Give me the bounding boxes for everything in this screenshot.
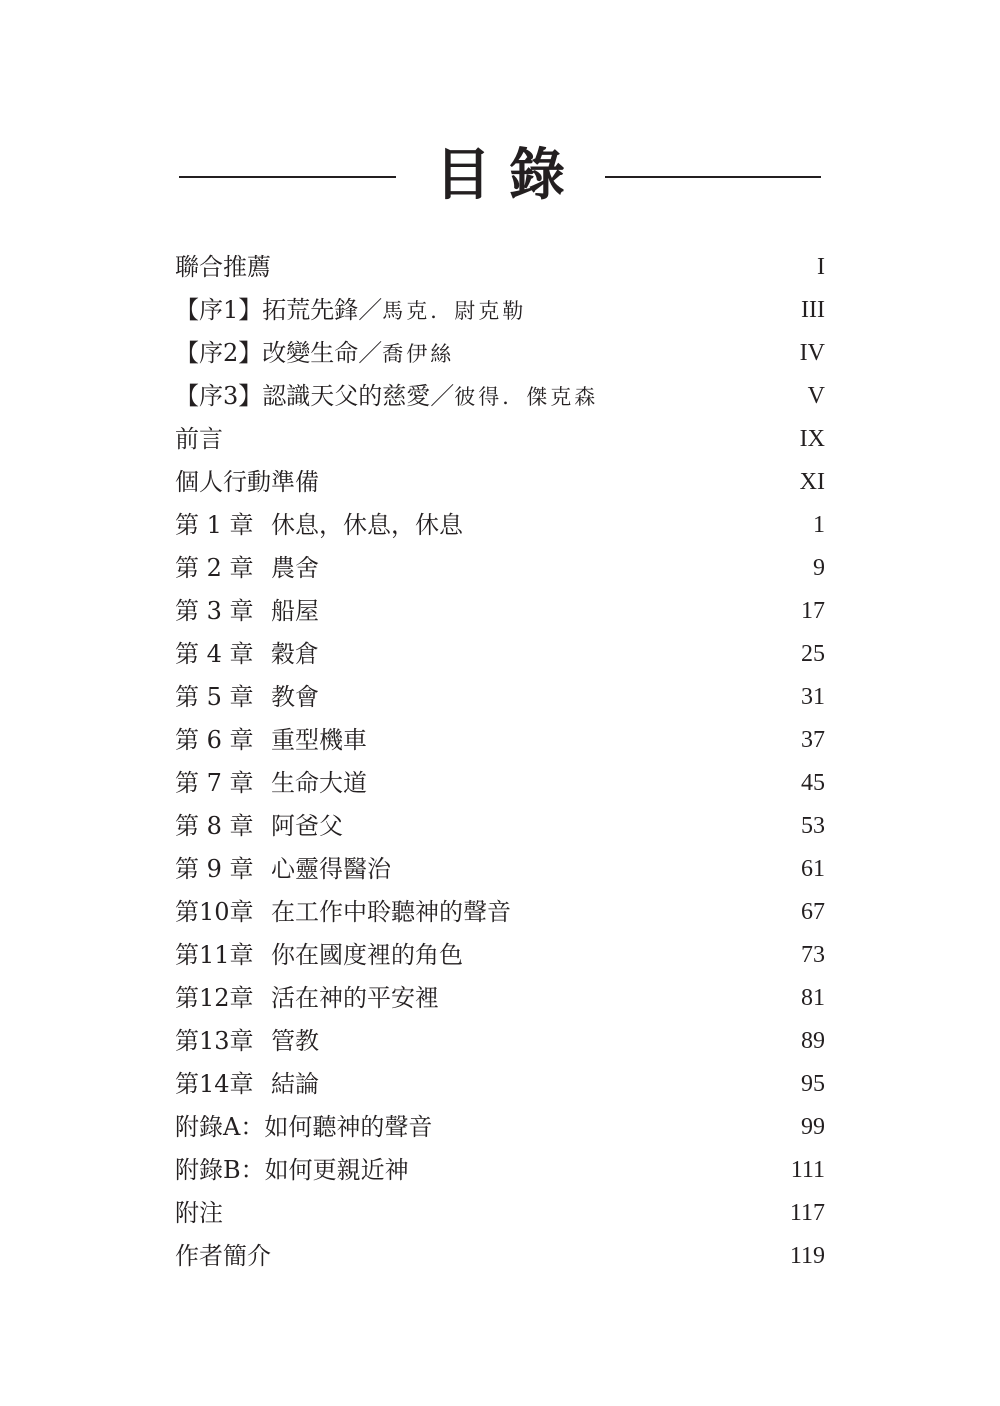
entry-title: 管教 <box>271 1027 319 1055</box>
entry-author: 彼得．傑克森 <box>454 385 599 409</box>
toc-entry <box>175 418 825 461</box>
page-number: 25 <box>801 641 825 667</box>
chapter-number: 第 6 章 <box>175 726 254 754</box>
chapter-number: 第12章 <box>175 984 254 1012</box>
entry-title: 認識天父的慈愛／ <box>262 382 455 410</box>
chapter-number: 第 1 章 <box>175 511 254 539</box>
toc-entry-label <box>175 1106 432 1149</box>
entry-title: 改變生命／ <box>262 339 383 367</box>
entry-title: 作者簡介 <box>175 1242 271 1270</box>
chapter-number: 第 9 章 <box>175 855 254 883</box>
toc-entry <box>175 1192 825 1235</box>
toc-entry <box>175 1235 825 1278</box>
toc-entry-label <box>175 1020 319 1063</box>
page-number: 81 <box>801 985 825 1011</box>
title-rule-right <box>605 176 821 178</box>
chapter-number: 第 4 章 <box>175 640 254 668</box>
entry-title: 教會 <box>271 683 319 711</box>
toc-entry-label <box>175 246 271 289</box>
page-number: 95 <box>801 1071 825 1097</box>
toc-header <box>0 130 1000 220</box>
toc-entry <box>175 461 825 504</box>
entry-title: 拓荒先鋒／ <box>262 296 383 324</box>
page-number: 117 <box>789 1200 825 1226</box>
page-number: 119 <box>789 1243 825 1269</box>
toc-entry-label <box>175 461 319 504</box>
entry-title: 船屋 <box>271 597 319 625</box>
page-number: III <box>801 297 825 323</box>
page-number: 111 <box>790 1157 825 1183</box>
chapter-number: 第 2 章 <box>175 554 254 582</box>
preface-number: 【序1】 <box>175 296 263 324</box>
toc-entry-label <box>175 332 454 376</box>
toc-entry <box>175 848 825 891</box>
page-number: 99 <box>801 1114 825 1140</box>
entry-title: 前言 <box>175 425 223 453</box>
toc-entry-label <box>175 676 319 719</box>
toc-entry <box>175 504 825 547</box>
entry-title: 穀倉 <box>271 640 319 668</box>
entry-title: 活在神的平安裡 <box>271 984 439 1012</box>
chapter-number: 第 8 章 <box>175 812 254 840</box>
toc-entry <box>175 805 825 848</box>
page-number: 89 <box>801 1028 825 1054</box>
toc-entry <box>175 590 825 633</box>
page-number: 45 <box>801 770 825 796</box>
toc-entry <box>175 762 825 805</box>
entry-author: 喬伊絲 <box>382 342 455 366</box>
page-number: 37 <box>801 727 825 753</box>
toc-entry-label <box>175 1235 271 1278</box>
page-number: 73 <box>801 942 825 968</box>
page-number: V <box>807 383 825 409</box>
toc-entry <box>175 375 825 418</box>
page-number: 67 <box>801 899 825 925</box>
toc-entry-label <box>175 977 439 1020</box>
page-number: 61 <box>801 856 825 882</box>
toc-entry-label <box>175 848 391 891</box>
toc-entry-label <box>175 891 511 934</box>
chapter-number: 第 7 章 <box>175 769 254 797</box>
toc-entry-label <box>175 719 367 762</box>
chapter-number: 第14章 <box>175 1070 254 1098</box>
chapter-number: 第11章 <box>175 941 254 969</box>
page-number: 1 <box>813 512 825 538</box>
entry-title: 阿爸父 <box>271 812 343 840</box>
toc-entry <box>175 934 825 977</box>
entry-title: 結論 <box>271 1070 319 1098</box>
page-number: XI <box>799 469 825 495</box>
page-number: I <box>817 254 825 280</box>
entry-author: 馬克．尉克勒 <box>382 299 527 323</box>
toc-entry-label <box>175 375 598 419</box>
entry-title: 個人行動準備 <box>175 468 319 496</box>
page-number: 31 <box>801 684 825 710</box>
entry-title: 心靈得醫治 <box>271 855 391 883</box>
toc-entry <box>175 1063 825 1106</box>
toc-entry-label <box>175 289 526 333</box>
toc-entry-label <box>175 418 223 461</box>
toc-entry-label <box>175 762 367 805</box>
toc-entry <box>175 246 825 289</box>
toc-entry <box>175 719 825 762</box>
page-number: IV <box>799 340 825 366</box>
preface-number: 【序2】 <box>175 339 263 367</box>
page-number: IX <box>799 426 825 452</box>
entry-title: 附錄A：如何聽神的聲音 <box>175 1113 433 1141</box>
entry-title: 你在國度裡的角色 <box>271 941 463 969</box>
page-number: 17 <box>801 598 825 624</box>
toc-entry-label <box>175 504 463 547</box>
page-number: 53 <box>801 813 825 839</box>
toc-entry-label <box>175 590 319 633</box>
entry-title: 重型機車 <box>271 726 367 754</box>
toc-entry <box>175 1106 825 1149</box>
toc-entry <box>175 676 825 719</box>
table-of-contents <box>175 246 825 1278</box>
entry-title: 附注 <box>175 1199 223 1227</box>
toc-entry <box>175 633 825 676</box>
toc-entry-label <box>175 1063 319 1106</box>
entry-title: 附錄B：如何更親近神 <box>175 1156 409 1184</box>
entry-title: 生命大道 <box>271 769 367 797</box>
toc-entry-label <box>175 1149 409 1192</box>
toc-entry <box>175 977 825 1020</box>
toc-entry-label <box>175 1192 223 1235</box>
toc-entry <box>175 289 825 332</box>
page-title: 目錄 <box>435 142 583 208</box>
entry-title: 休息，休息，休息 <box>271 511 463 539</box>
toc-entry-label <box>175 547 319 590</box>
preface-number: 【序3】 <box>175 382 263 410</box>
toc-entry <box>175 1020 825 1063</box>
toc-entry-label <box>175 805 343 848</box>
chapter-number: 第 5 章 <box>175 683 254 711</box>
toc-entry-label <box>175 934 463 977</box>
toc-entry-label <box>175 633 319 676</box>
toc-entry <box>175 547 825 590</box>
toc-entry <box>175 1149 825 1192</box>
chapter-number: 第 3 章 <box>175 597 254 625</box>
chapter-number: 第13章 <box>175 1027 254 1055</box>
entry-title: 農舍 <box>271 554 319 582</box>
toc-entry <box>175 891 825 934</box>
entry-title: 在工作中聆聽神的聲音 <box>271 898 511 926</box>
entry-title: 聯合推薦 <box>175 253 271 281</box>
toc-entry <box>175 332 825 375</box>
chapter-number: 第10章 <box>175 898 254 926</box>
page-number: 9 <box>813 555 825 581</box>
